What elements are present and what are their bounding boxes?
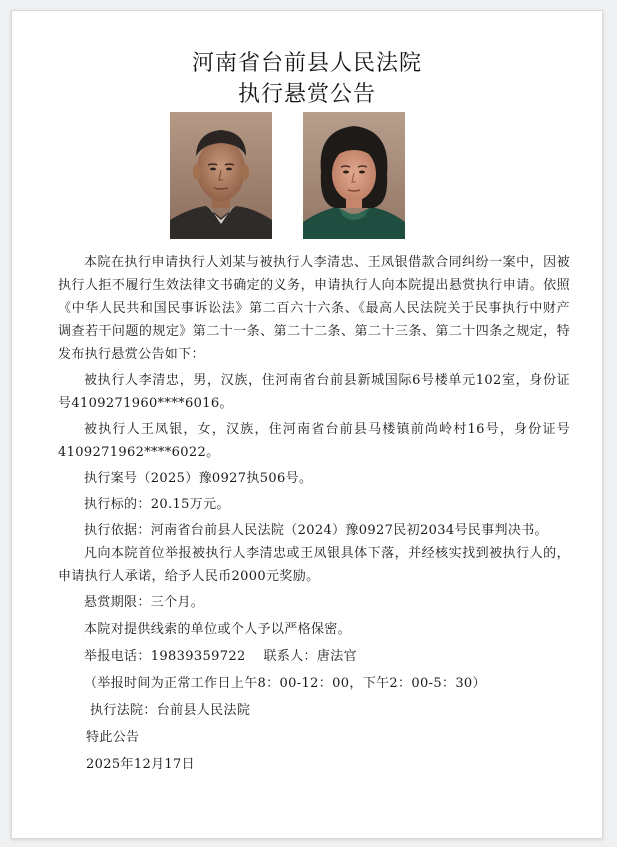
case-number: 执行案号（2025）豫0927执506号。 [84,471,313,486]
notice-body [58,251,570,776]
confidentiality-note: 本院对提供线索的单位或个人予以严格保密。 [84,622,352,637]
reward-period: 悬赏期限：三个月。 [84,595,205,610]
contact-line: 举报电话：19839359722 联系人：唐法官 [84,649,357,664]
notice-title: 执行悬赏公告 [237,82,376,107]
execution-amount: 执行标的：20.15万元。 [84,497,230,512]
photo-li-qingzhong [170,112,272,239]
notice-page [11,10,603,839]
notice-date: 2025年12月17日 [86,757,196,772]
photo-wang-fengyin [303,112,405,239]
person-1-paragraph: 被执行人李清忠，男，汉族，住河南省台前县新城国际6号楼单元102室，身份证号4109271960****6016。 [58,373,570,411]
court-name: 河南省台前县人民法院 [191,51,422,76]
executing-court: 执行法院：台前县人民法院 [90,703,251,718]
intro-paragraph: 本院在执行申请执行人刘某与被执行人李清忠、王凤银借款合同纠纷一案中，因被执行人拒不履行生效法律文书确定的义务，申请执行人向本院提出悬赏执行申请。依照《中华人民共和国民事诉讼法》第二百六十六条、《最高人民法院关于民事执行中财产调查若干问题的规定》第二十一条、第二十二条、第二十三条、第二十四条之规定，特发布执行悬赏公告如下： [58,255,570,362]
portrait-male-icon [170,112,272,239]
reward-paragraph: 凡向本院首位举报被执行人李清忠或王凤银具体下落，并经核实找到被执行人的，申请执行人承诺，给予人民币2000元奖励。 [58,546,570,584]
portrait-female-icon [303,112,405,239]
closing-phrase: 特此公告 [86,730,140,745]
report-hours: （举报时间为正常工作日上午8：00-12：00，下午2：00-5：30） [84,676,486,691]
person-2-paragraph: 被执行人王凤银，女，汉族，住河南省台前县马楼镇前尚岭村16号，身份证号4109271962****6022。 [58,422,570,460]
execution-basis: 执行依据：河南省台前县人民法院（2024）豫0927民初2034号民事判决书。 [84,523,548,538]
